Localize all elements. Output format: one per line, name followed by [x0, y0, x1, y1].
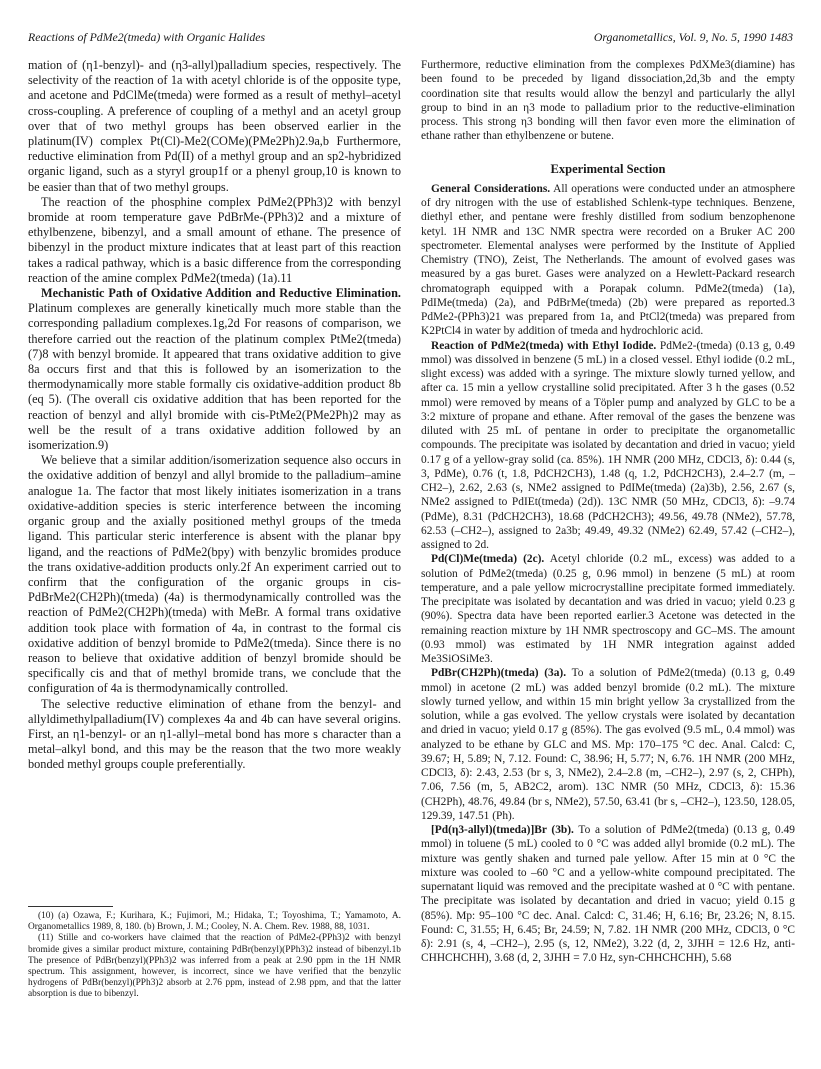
subsection-title: Mechanistic Path of Oxidative Addition and Reductive Elimination.	[41, 286, 401, 301]
journal-citation: Organometallics, Vol. 9, No. 5, 1990 1483	[593, 30, 793, 44]
footnote-10: (10) (a) Ozawa, F.; Kurihara, K.; Fujimori, M.; Hidaka, T.; Toyoshima, T.; Yamamoto, A. Organometallics 1989, 8, 180. (b) Brown, J. M.; Cooley, N. A. Chem. Rev. 1988, 88, 1031.	[28, 911, 401, 933]
footnotes	[28, 906, 401, 1001]
paragraph-text: PdMe2-(tmeda) (0.13 g, 0.49 mmol) was dissolved in benzene (5 mL) in a closed vessel. Ethyl iodide (0.2 mL, slight excess) was added with a syringe. The mixture slowly turned yellow, and after ca. 15 min a yellow crystalline solid precipitated. After 3 h the gases (0.52 mmol) were removed by means of a Töpler pump and analyzed by GLC to be a 3:2 mixture of propane and ethane. After removal of the gases the benzene was diluted with 25 mL of pentane in order to precipitate the organometallic compounds. The precipitate was isolated by decantation and dried in vacuo; yield 0.17 g of a yellow-gray solid (ca. 85%). 1H NMR (200 MHz, CDCl3, δ): 0.44 (s, 3, PdMe), 0.76 (t, 1.8, PdCH2CH3), 1.48 (q, 1.2, PdCH2CH3), 2.4–2.7 (m, –CH2–), 2.62, 2.63 (s, NMe2 assigned to PdIMe(tmeda) (2a)3b), 2.56, 2.67 (s, NMe2 assigned to PdIEt(tmeda) (2d)). 13C NMR (50 MHz, CDCl3, δ): –9.74 (PdMe), 8.31 (PdCH2CH3), 18.68 (PdCH2CH3); 49.56, 49.78 (NMe2), 57.78, 62.53 (–CH2–), assigned to 2a3b; 49.49, 49.32 (NMe2) 62.49, 57.42 (–CH2–), assigned to 2d.	[421, 339, 795, 551]
subsection-title: PdBr(CH2Ph)(tmeda) (3a).	[431, 667, 567, 680]
paragraph-text: Platinum complexes are generally kinetically much more stable than the corresponding palladium complexes.1g,2d For reasons of comparison, we therefore carried out the reaction of the platinum complex PtMe2(tmeda) (7)8 with benzyl bromide. It appeared that trans oxidative addition to give 8a occurs first and that this is followed by an isomerization to the thermodynamically more stable formally cis oxidative-addition product 8b (eq 5). (The overall cis oxidative addition that has been reported for the reaction of benzyl and allyl bromide with cis-PtMe2(PMe2Ph)2 may as well be the result of a trans oxidative addition followed by an isomerization.9)	[28, 301, 401, 453]
footnote-11: (11) Stille and co-workers have claimed that the reaction of PdMe2-(PPh3)2 with benzyl bromide gives a similar product mixture, containing PdBr(benzyl)(PPh3)2 instead of bibenzyl.1b The presence of PdBr(benzyl)(PPh3)2 was inferred from a peak at 2.90 ppm in the 1H NMR spectrum. This assignment, however, is incorrect, since we have verified that the benzylic hydrogens of PdBr(benzyl)(PPh3)2 absorb at 2.76 ppm, instead of 2.98 ppm, and that the latter absorption is due to bibenzyl.	[28, 933, 401, 1000]
section-title: Experimental Section	[550, 161, 666, 176]
paragraph	[421, 666, 795, 823]
right-column	[421, 58, 795, 966]
running-title: Reactions of PdMe2(tmeda) with Organic Halides	[28, 30, 266, 44]
paragraph-text: All operations were conducted under an atmosphere of dry nitrogen with the use of established Schlenk-type techniques. Benzene, diethyl ether, and pentane were freshly distilled from sodium benzophenone ketyl. 1H NMR and 13C NMR spectra were recorded on a Bruker AC 200 spectrometer. Elemental analyses were performed by the Institute of Applied Chemistry (TNO), Zeist, The Netherlands. The amount of evolved gases was measured by a gas buret. Gases were analyzed on a Hewlett-Packard research chromatograph equipped with a Porapak column. PdMe2(tmeda) (1a), PdIMe(tmeda) (2a), and PdBrMe(tmeda) (2b) were prepared as reported.3 PdMe2-(PPh3)21 was prepared from 1a, and PtCl2(tmeda) was prepared from K2PtCl4 in water by addition of tmeda and hydrochloric acid.	[421, 182, 796, 338]
paragraph	[421, 823, 795, 966]
paragraph: mation of (η1-benzyl)- and (η3-allyl)palladium species, respectively. The selectivity of the reaction of 1a with acetyl chloride is of the opposite type, and acetone and PdClMe(tmeda) were formed as a result of methyl–acetyl cross-coupling. A preference of coupling of a methyl and an acetyl group over that of two methyl groups has been observed earlier in the platinum(IV) complex Pt(Cl)-Me2(COMe)(PMe2Ph)2.9a,b Furthermore, reductive elimination from Pd(II) of a methyl group and an sp2-hybridized organic ligand, such as a styryl group1f or a phenyl group,10 is known to be easier than that of two methyl groups.	[28, 58, 401, 194]
subsection-title: [Pd(η3-allyl)(tmeda)]Br (3b).	[431, 824, 574, 836]
footnote-rule	[28, 906, 113, 907]
paragraph: The selective reductive elimination of ethane from the benzyl- and allyldimethylpalladium(IV) complexes 4a and 4b can have several origins. First, an η1-benzyl- or an η1-allyl–metal bond has more s character than a metal–alkyl bond, and this may be the reason that the two more weakly bonded methyl groups couple preferentially.	[28, 696, 401, 772]
paragraph	[421, 182, 795, 339]
subsection-title: Reaction of PdMe2(tmeda) with Ethyl Iodide.	[431, 339, 657, 352]
running-header	[28, 30, 793, 46]
paragraph-text: To a solution of PdMe2(tmeda) (0.13 g, 0.49 mmol) in acetone (2 mL) was added benzyl bromide (0.2 mL). The mixture slowly turned yellow, and within 15 min bright yellow 3a crystallized from the solution, while a gas evolved. The yellow crystals were isolated by decantation and dried in vacuo; yield 0.17 g (85%). The gas evolved (9.5 mL, 0.4 mmol) was analyzed to be ethane by GLC and MS. Mp: 170–175 °C dec. Anal. Calcd: C, 39.67; H, 5.89; N, 7.12. Found: C, 38.96; H, 5.77; N, 6.76. 1H NMR (200 MHz, CDCl3, δ): 2.43, 2.53 (br s, 3, NMe2), 2.4–2.8 (m, –CH2–), 2.97 (s, 2, CHPh), 7.06, 7.56 (m, 5, AB2C2, arom). 13C NMR (50 MHz, CDCl3, δ): 15.36 (CH2Ph), 48.76, 49.84 (br s, NMe2), 57.50, 63.41 (br s, –CH2–), 123.50, 128.05, 129.39, 147.51 (Ph).	[421, 667, 795, 822]
subsection-title: General Considerations.	[431, 182, 551, 195]
paragraph-text: Acetyl chloride (0.2 mL, excess) was added to a solution of PdMe2(tmeda) (0.25 g, 0.96 mmol) in benzene (5 mL) at room temperature, and a pale yellow microcrystalline precipitate formed immediately. The precipitate was isolated by decantation and was dried in vacuo; yield 0.23 g (90%). Spectra data have been reported earlier.3 Acetone was detected in the remaining reaction mixture by 1H NMR spectroscopy and GC–MS. The amount (0.93 mmol) was estimated by 1H NMR integration against added Me3SiOSiMe3.	[421, 553, 795, 665]
paragraph: We believe that a similar addition/isomerization sequence also occurs in the oxidative addition of benzyl and allyl bromide to the palladium–amine analogue 1a. The factor that most likely initiates isomerization in a trans oxidative-addition species is steric interference between the incoming organic group and the axially positioned methyl groups of the tmeda ligand. This particular steric interference is absent with the planar bpy ligand, and the reactions of PdMe2(bpy) with benzylic bromides produce the trans oxidative-addition products only.2f An experiment carried out to confirm that the configuration of the organic groups in cis-PdBrMe2(CH2Ph)(tmeda) (4a) is thermodynamically controlled was the reaction of PdMe2(CH2Ph)(tmeda) with MeBr. A formal trans oxidative addition took place with formation of 4a, in contrast to the formal cis oxidative addition of benzyl bromide to PdMe2(tmeda). Since there is no reason to believe that oxidative addition of benzyl bromide should be specifically cis and that of methyl bromide trans, we conclude that the configuration of 4a is thermodynamically controlled.	[28, 453, 401, 696]
paragraph	[421, 552, 795, 666]
subsection-title: Pd(Cl)Me(tmeda) (2c).	[431, 553, 545, 566]
paragraph	[421, 339, 795, 553]
left-column	[28, 58, 401, 773]
paragraph-text: To a solution of PdMe2(tmeda) (0.13 g, 0.49 mmol) in toluene (5 mL) cooled to 0 °C was added allyl bromide (0.2 mL). The mixture was gently shaken and turned pale yellow. After 15 min at 0 °C the mixture was cooled to –60 °C and a yellow-white compound precipitated. The supernatant liquid was removed and the precipitate washed at 0 °C with pentane. The precipitate was isolated by decantation and dried in vacuo; yield 0.15 g (85%). Mp: 95–100 °C dec. Anal. Calcd: C, 31.46; H, 6.16; Br, 23.26; N, 8.15. Found: C, 31.55; H, 6.45; Br, 24.59; N, 7.82. 1H NMR (200 MHz, CDCl3, 0 °C δ): 2.91 (s, 4, –CH2–), 2.95 (s, 12, NMe2), 3.22 (d, 2, 3JHH = 12.6 Hz, anti-CHHCHCHH), 3.68 (d, 2, 3JHH = 7.0 Hz, syn-CHHCHCHH), 5.68	[421, 824, 795, 965]
paragraph: Furthermore, reductive elimination from the complexes PdXMe3(diamine) has been found to be preceded by ligand dissociation,2d,3b and the empty coordination site that results would allow the benzyl and particularly the allyl group to bind in an η3 mode to palladium prior to the reductive-elimination process. This strong η3 bonding will then favor even more the elimination of ethane rather than ethylbenzene or butene.	[421, 59, 795, 143]
paragraph	[28, 286, 401, 453]
paragraph: The reaction of the phosphine complex PdMe2(PPh3)2 with benzyl bromide at room temperature gave PdBrMe-(PPh3)2 and a mixture of ethylbenzene, bibenzyl, and a small amount of ethane. The presence of bibenzyl in the product mixture indicates that at least part of this reaction takes a radical pathway, which is a basic difference from the corresponding reaction of the amine complex PdMe2(tmeda) (1a).11	[28, 194, 401, 285]
